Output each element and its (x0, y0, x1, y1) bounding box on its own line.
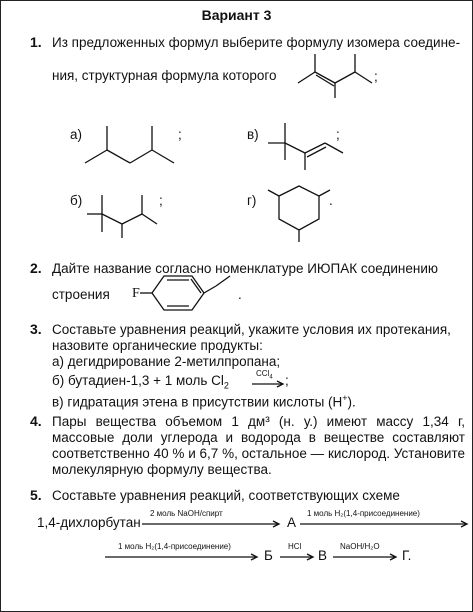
q2-structure (140, 272, 250, 322)
q3-item-b-arrow (252, 380, 286, 388)
q1-option-v-label: в) (247, 127, 259, 142)
q3-line1: Составьте уравнения реакций, укажите условия их протекания, (52, 322, 451, 337)
q4-text: Пары вещества объемом 1 дм³ (н. у.) имеют массу 1,34 г, массовые доли углерода и водорода в веществе составляют соответственно 40 % и 6,7 %, остальное — кислород. Установите молекулярную формулу вещества. (52, 414, 465, 477)
q2-line2: строения (52, 287, 110, 302)
q3-line2: назовите органические продукты: (52, 338, 263, 353)
q2-line1: Дайте название согласно номенклатуре ИЮПАК соединению (52, 261, 438, 276)
q1-option-b-tail: ; (159, 193, 163, 208)
q1-target-structure (298, 50, 378, 100)
q5-arrow5-condition: NaOH/H₂O (340, 542, 380, 551)
q3-item-b-text: б) бутадиен-1,3 + 1 моль Cl (52, 373, 224, 388)
q5-arrow4-condition: HCl (288, 542, 302, 551)
q5-compound-A: A (287, 515, 297, 530)
q5-number: 5. (30, 487, 42, 503)
q3-number: 3. (30, 321, 42, 337)
q5-arrow2-condition: 1 моль H₂(1,4-присоединение) (307, 509, 420, 518)
q3-item-b-condition-text: CCl (256, 369, 270, 378)
q1-option-a-label: а) (70, 127, 83, 142)
q2-tail: . (238, 287, 242, 302)
q1-option-b-structure (85, 180, 165, 240)
q1-number: 1. (30, 34, 42, 50)
q5-arrow1 (142, 520, 282, 528)
q1-line1: Из предложенных формул выберите формулу изомера соедине- (52, 35, 461, 50)
q1-option-a-tail: ; (178, 127, 182, 142)
q3-item-c-superscript: + (342, 393, 348, 403)
q2-number: 2. (30, 260, 42, 276)
q5-arrow5 (333, 553, 399, 561)
q3-item-b-tail: ; (285, 373, 289, 388)
q1-option-g-label: г) (247, 193, 257, 208)
q5-arrow1-condition: 2 моль NaOH/спирт (150, 509, 223, 518)
q1-option-b-label: б) (70, 193, 83, 208)
q1-option-v-tail: ; (336, 127, 340, 142)
q3-item-b-condition-subscript: 4 (269, 374, 273, 381)
q1-target-tail: ; (374, 69, 378, 84)
q5-text: Составьте уравнения реакций, соответствующих схеме (52, 488, 400, 503)
q2-fluorine-atom: F (132, 286, 140, 301)
q3-item-c-tail: ). (347, 394, 356, 410)
q1-line2: ния, структурная формула которого (52, 68, 277, 83)
q5-arrow3 (105, 553, 260, 561)
q3-item-b-subscript: 2 (223, 380, 229, 391)
q1-option-a-structure (85, 120, 180, 170)
q4-number: 4. (30, 413, 42, 429)
q3-item-c (52, 390, 356, 411)
q5-compound-V: В (318, 548, 328, 563)
q5-start-compound: 1,4-дихлорбутан (37, 515, 141, 530)
variant-title: Вариант 3 (201, 7, 272, 23)
q3-item-b-condition (256, 369, 273, 381)
q5-compound-G: Г. (402, 548, 412, 563)
q1-option-g-tail: . (329, 193, 333, 208)
q3-item-a: а) дегидрирование 2-метилпропана; (52, 354, 281, 369)
q5-arrow2 (300, 520, 470, 528)
q5-arrow4 (280, 553, 316, 561)
q5-compound-B: Б (264, 548, 273, 563)
q5-arrow3-condition: 1 моль H₂(1,4-присоединение) (118, 542, 231, 551)
q3-item-c-text: в) гидратация этена в присутствии кислоты (H (52, 394, 343, 410)
q1-option-g-structure (262, 174, 342, 244)
